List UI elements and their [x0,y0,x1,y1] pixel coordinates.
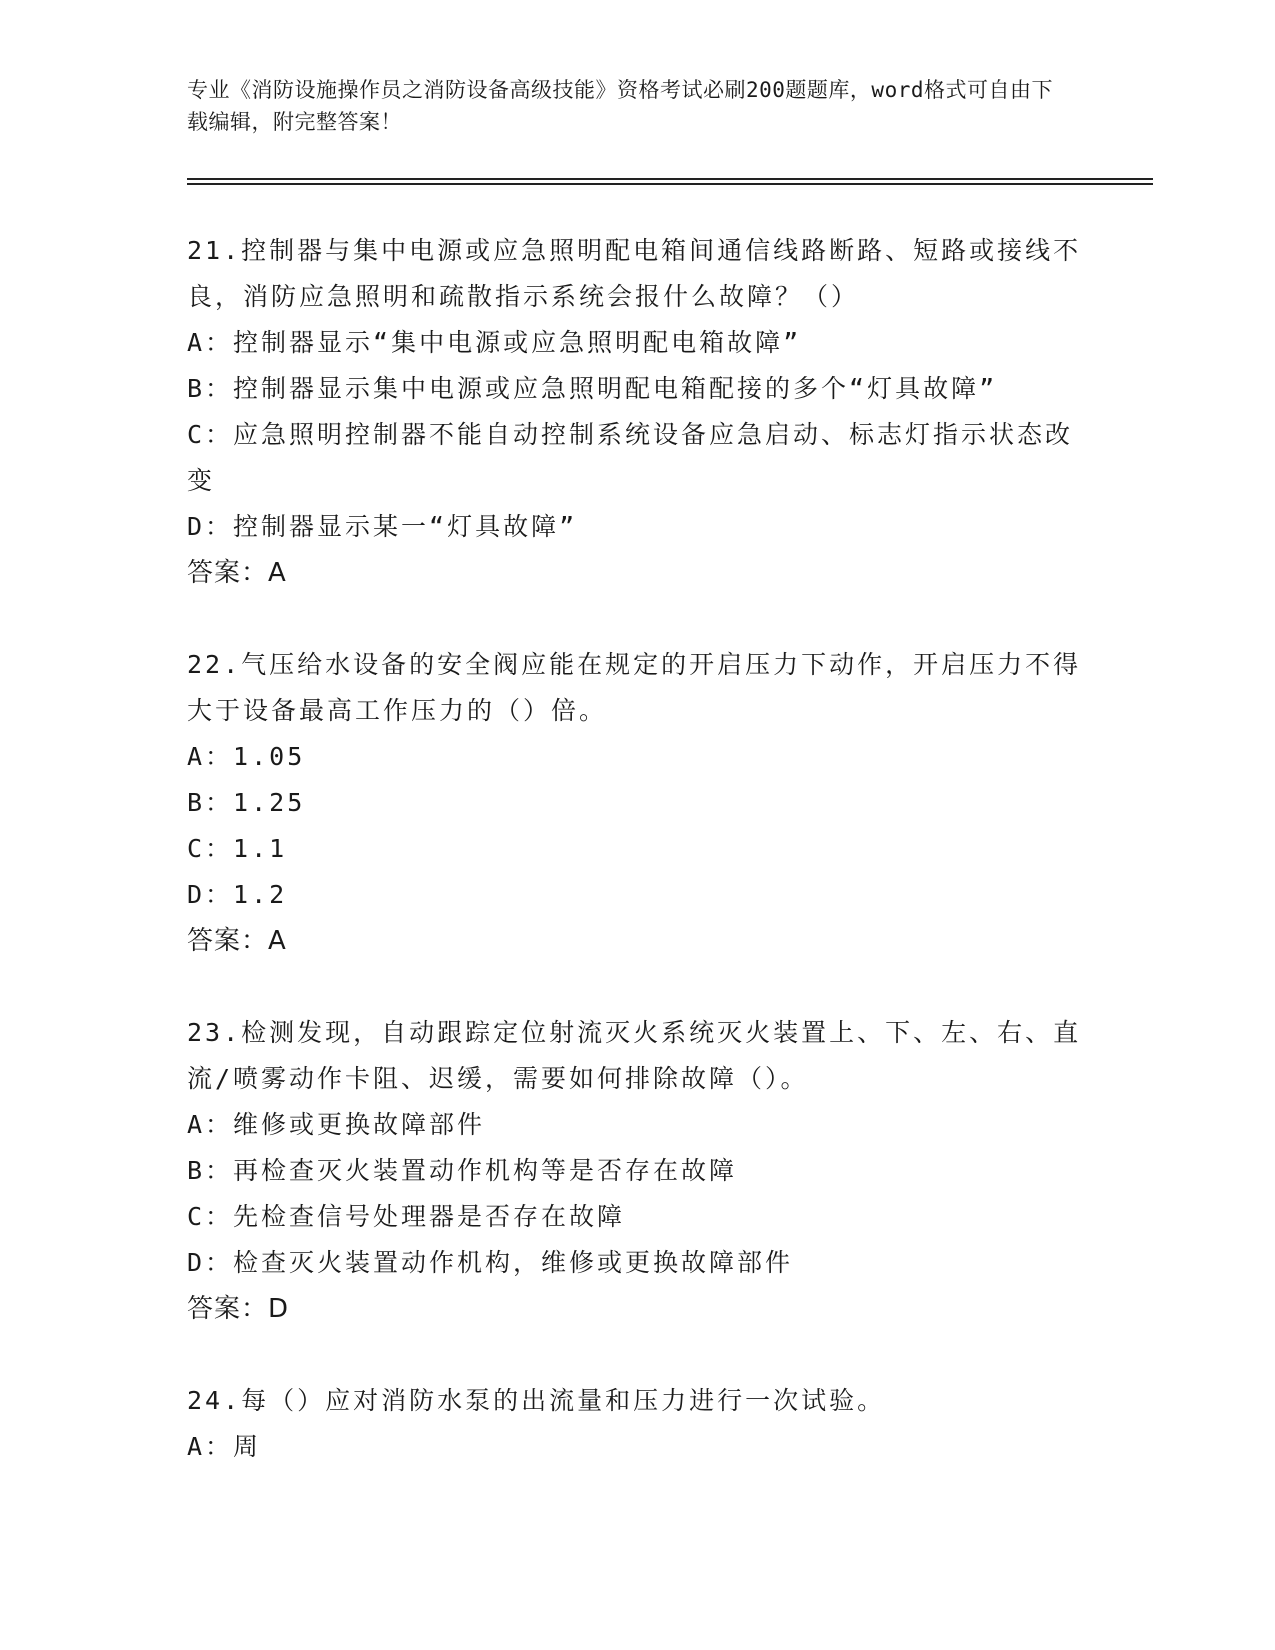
option-a: A：控制器显示“集中电源或应急照明配电箱故障” [187,328,802,357]
answer: 答案：A [187,558,287,588]
question-22 [187,642,1087,964]
option-c: C：先检查信号处理器是否存在故障 [187,1202,626,1231]
header-divider-top [187,178,1153,180]
option-d: D：检查灭火装置动作机构，维修或更换故障部件 [187,1248,794,1277]
answer: 答案：A [187,926,287,956]
question-text: 22.气压给水设备的安全阀应能在规定的开启压力下动作，开启压力不得大于设备最高工作压力的（）倍。 [187,650,1082,725]
question-text: 23.检测发现，自动跟踪定位射流灭火系统灭火装置上、下、左、右、直流/喷雾动作卡阻、迟缓，需要如何排除故障（）。 [187,1018,1082,1093]
option-a: A：维修或更换故障部件 [187,1110,486,1139]
option-a: A：周 [187,1432,262,1461]
option-b: B：1.25 [187,788,306,817]
header-divider-bottom [187,183,1153,185]
question-text: 21.控制器与集中电源或应急照明配电箱间通信线路断路、短路或接线不良，消防应急照明和疏散指示系统会报什么故障？（） [187,236,1082,311]
answer: 答案：D [187,1294,290,1324]
document-header: 专业《消防设施操作员之消防设备高级技能》资格考试必刷200题题库，word格式可自由下载编辑，附完整答案！ [187,78,1053,134]
option-a: A：1.05 [187,742,306,771]
question-list [187,228,1087,1516]
question-21 [187,228,1087,596]
option-b: B：再检查灭火装置动作机构等是否存在故障 [187,1156,738,1185]
option-c: C：1.1 [187,834,288,863]
option-b: B：控制器显示集中电源或应急照明配电箱配接的多个“灯具故障” [187,374,998,403]
option-d: D：1.2 [187,880,288,909]
question-text: 24.每（）应对消防水泵的出流量和压力进行一次试验。 [187,1386,886,1415]
option-c: C：应急照明控制器不能自动控制系统设备应急启动、标志灯指示状态改变 [187,420,1074,495]
question-23 [187,1010,1087,1332]
question-24 [187,1378,1087,1470]
option-d: D：控制器显示某一“灯具故障” [187,512,578,541]
